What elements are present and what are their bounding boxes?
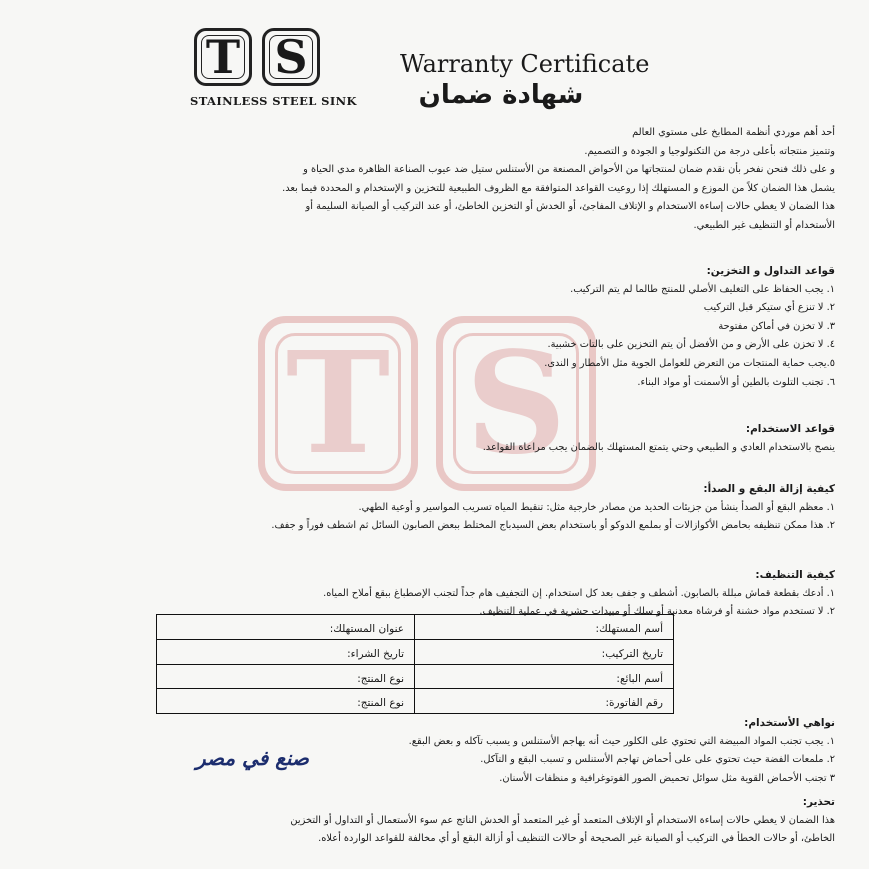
cleaning-heading: كيفية التنظيف: bbox=[755, 569, 835, 581]
storage-item: ١. يجب الحفاظ على التغليف الأصلي للمنتج طالما لم يتم التركيب. bbox=[570, 283, 835, 295]
prohibitions-heading: نواهي الأستخدام: bbox=[744, 717, 835, 729]
intro-line: و على ذلك فنحن نفخر بأن نقدم ضمان لمنتجاتها من الأحواض المصنعة من الأستنلس ستيل ضد عيوب الصناعة الظاهرة مدي الحياة و bbox=[303, 164, 835, 176]
intro-line: أحد أهم موردي أنظمة المطابخ على مستوي العالم bbox=[632, 127, 835, 138]
watermark-s-box: S bbox=[436, 316, 596, 491]
intro-paragraph bbox=[282, 124, 835, 236]
warning-item: هذا الضمان لا يغطي حالات إساءة الاستخدام أو الإتلاف المتعمد أو غير المتعمد أو الخدش الناتج عم سوء الأستعمال أو التداول أو التخزين bbox=[290, 814, 835, 826]
field-invoice-number[interactable]: رقم الفاتورة: bbox=[605, 697, 663, 710]
usage-section bbox=[483, 420, 835, 457]
warning-item: الخاطئ، أو حالات الخطأ في التركيب أو الصيانة غير الصحيحة أو حالات التنظيف أو أزالة البقع أو أي مخالفة للقواعد الواردة أعلاه. bbox=[318, 833, 835, 845]
storage-section bbox=[544, 262, 835, 392]
storage-item: ٣. لا تخزن في أماكن مفتوحة bbox=[718, 320, 835, 332]
field-purchase-date[interactable]: تاريخ الشراء: bbox=[157, 640, 415, 665]
prohibitions-item: ٢. ملمعات الفضة حيث تحتوي على على أحماض تهاجم الأستنلس و تسبب البقع و التآكل. bbox=[480, 754, 835, 766]
field-product-type-2[interactable]: نوع المنتج: bbox=[157, 689, 415, 713]
field-customer-address[interactable]: عنوان المستهلك: bbox=[157, 615, 415, 640]
logo-subtitle: STAINLESS STEEL SINK bbox=[190, 94, 357, 108]
made-in-egypt-stamp: صنع في مصر bbox=[196, 746, 309, 770]
customer-info-table bbox=[156, 614, 674, 714]
storage-item: ٤. لا تخزن على الأرض و من الأفضل أن يتم التخزين على بالتات خشبية. bbox=[547, 339, 835, 351]
logo-s-box: S bbox=[262, 28, 320, 86]
storage-heading: قواعد التداول و التخزين: bbox=[706, 265, 835, 277]
field-product-type[interactable]: نوع المنتج: bbox=[157, 665, 415, 690]
storage-item: ٥.يجب حماية المنتجات من التعرض للعوامل الجوية مثل الأمطار و الندى. bbox=[544, 357, 835, 369]
stains-item: ٢. هذا ممكن تنظيفه بحامض الأكوازالات أو بملمع الدوكو أو باستخدام بعض السيدباج المختلط ببعض الصابون السائل ثم اشطف فوراً و جفف. bbox=[271, 520, 835, 532]
intro-line: وتتميز منتجاته بأعلى درجة من التكنولوجيا و الجودة و التصميم. bbox=[584, 145, 835, 157]
prohibitions-item: ١. يجب تجنب المواد المبيضة التي تحتوي على الكلور حيث أنه يهاجم الأستنلس و يسبب تآكله و بعض البقع. bbox=[408, 735, 835, 747]
title-english: Warranty Certificate bbox=[400, 50, 650, 78]
warning-heading: تحذير: bbox=[802, 796, 835, 808]
intro-line: يشمل هذا الضمان كلاً من الموزع و المستهلك إذا روعيت القواعد المتوافقة مع الظروف الطبيعية للتخزين و الإستخدام و المحددة فيما بعد. bbox=[282, 182, 835, 194]
usage-item: ينصح بالاستخدام العادي و الطبيعي وحتي يتمتع المستهلك بالضمان يجب مراعاة القواعد. bbox=[482, 441, 835, 453]
prohibitions-item: ٣ تجنب الأحماض القوية مثل سوائل تحميض الصور الفوتوغرافية و منظفات الأسنان. bbox=[499, 772, 835, 784]
stains-heading: كيفية إزالة البقع و الصدأ: bbox=[703, 483, 835, 495]
field-customer-name[interactable]: أسم المستهلك: bbox=[415, 615, 673, 640]
logo-t-box: T bbox=[194, 28, 252, 86]
stains-section bbox=[271, 480, 835, 536]
stains-item: ١. معظم البقع أو الصدأ ينشأ من جزيئات الحديد من مصادر خارجية مثل: تنقيط المياه تسريب المواسير و أوعية الطهي. bbox=[358, 501, 835, 513]
cleaning-item: ١. أدعك بقطعة قماش مبللة بالصابون. أشطف و جفف بعد كل استخدام. إن التجفيف هام جداً لتجنب الإصطباغ ببقع أملاح المياه. bbox=[323, 587, 835, 599]
field-installation-date[interactable]: تاريخ التركيب: bbox=[415, 640, 673, 665]
usage-heading: قواعد الاستخدام: bbox=[745, 423, 835, 435]
warning-section bbox=[290, 793, 835, 849]
title-arabic: شهادة ضمان bbox=[418, 80, 584, 110]
intro-line: هذا الضمان لا يغطي حالات إساءة الاستخدام و الإتلاف المفاجئ، أو الخدش أو التخزين الخاطئ، أو عند التركيب أو الصيانة السليمة أو bbox=[305, 201, 835, 213]
cleaning-item: ٢. لا تستخدم مواد خشنة أو فرشاة معدنية أو سلك أو مبيدات حشرية في عملية التنظيف. bbox=[479, 606, 835, 618]
watermark-t-box: T bbox=[258, 316, 418, 491]
storage-item: ٢. لا تنزع أي ستيكر قبل التركيب bbox=[703, 302, 835, 314]
storage-item: ٦. تجنب التلوث بالطين أو الأسمنت أو مواد البناء. bbox=[637, 376, 835, 388]
intro-line: الأستخدام أو التنظيف غير الطبيعي. bbox=[693, 219, 835, 231]
prohibitions-section bbox=[409, 714, 835, 788]
field-seller-name[interactable]: أسم البائع: bbox=[415, 665, 673, 690]
